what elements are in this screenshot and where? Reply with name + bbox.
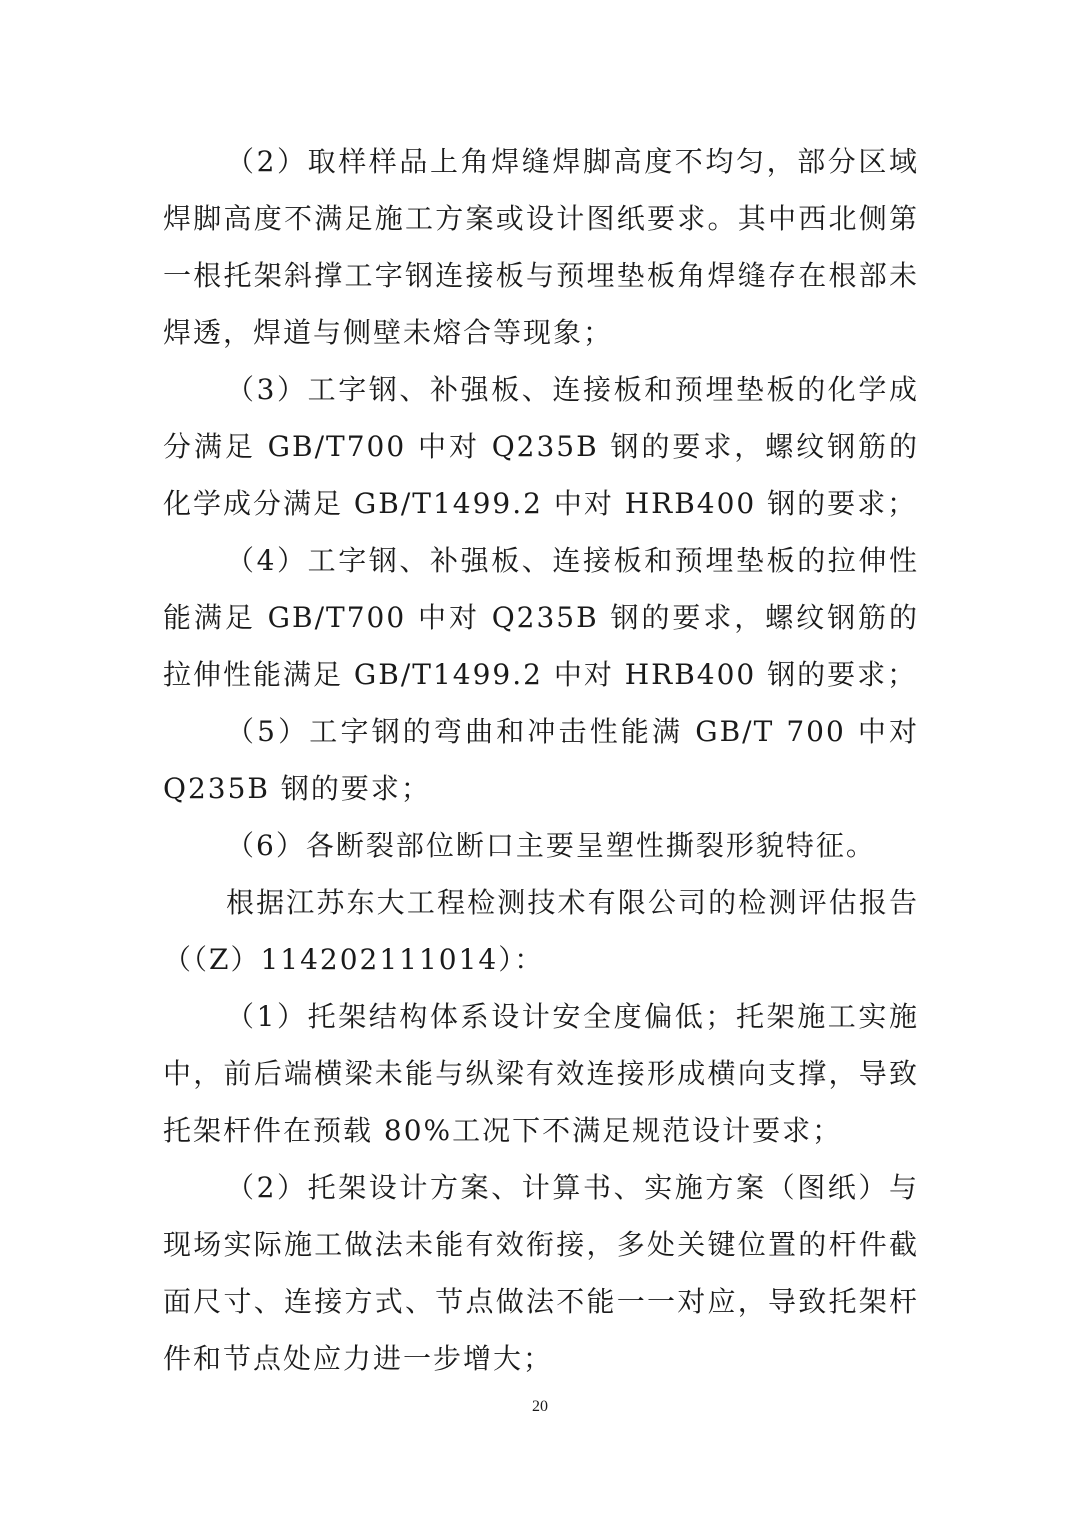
paragraph-design-mismatch: （2）托架设计方案、计算书、实施方案（图纸）与现场实际施工做法未能有效衔接，多处关键位置的杆件截面尺寸、连接方式、节点做法不能一一对应，导致托架杆件和节点处应力进一步增大； <box>163 1171 919 1375</box>
paragraph-report-intro: 根据江苏东大工程检测技术有限公司的检测评估报告（（Z）114202111014）： <box>163 886 919 976</box>
page-number: 20 <box>532 1398 548 1415</box>
paragraph-fracture-morphology: （6）各断裂部位断口主要呈塑性撕裂形貌特征。 <box>226 829 876 862</box>
paragraph-bending-impact: （5）工字钢的弯曲和冲击性能满 GB/T 700 中对 Q235B 钢的要求； <box>163 715 919 805</box>
paragraph-chemical-composition: （3）工字钢、补强板、连接板和预埋垫板的化学成分满足 GB/T700 中对 Q235B 钢的要求，螺纹钢筋的化学成分满足 GB/T1499.2 中对 HRB400 钢的要求； <box>163 373 919 520</box>
paragraph-weld-quality: （2）取样样品上角焊缝焊脚高度不均匀，部分区域焊脚高度不满足施工方案或设计图纸要求。其中西北侧第一根托架斜撑工字钢连接板与预埋垫板角焊缝存在根部未焊透，焊道与侧壁未熔合等现象； <box>163 145 919 349</box>
paragraph-structural-safety: （1）托架结构体系设计安全度偏低；托架施工实施中，前后端横梁未能与纵梁有效连接形成横向支撑，导致托架杆件在预载 80%工况下不满足规范设计要求； <box>163 1000 919 1147</box>
body-text <box>163 133 919 1387</box>
paragraph-tensile-properties: （4）工字钢、补强板、连接板和预埋垫板的拉伸性能满足 GB/T700 中对 Q235B 钢的要求，螺纹钢筋的拉伸性能满足 GB/T1499.2 中对 HRB400 钢的要求； <box>163 544 919 691</box>
